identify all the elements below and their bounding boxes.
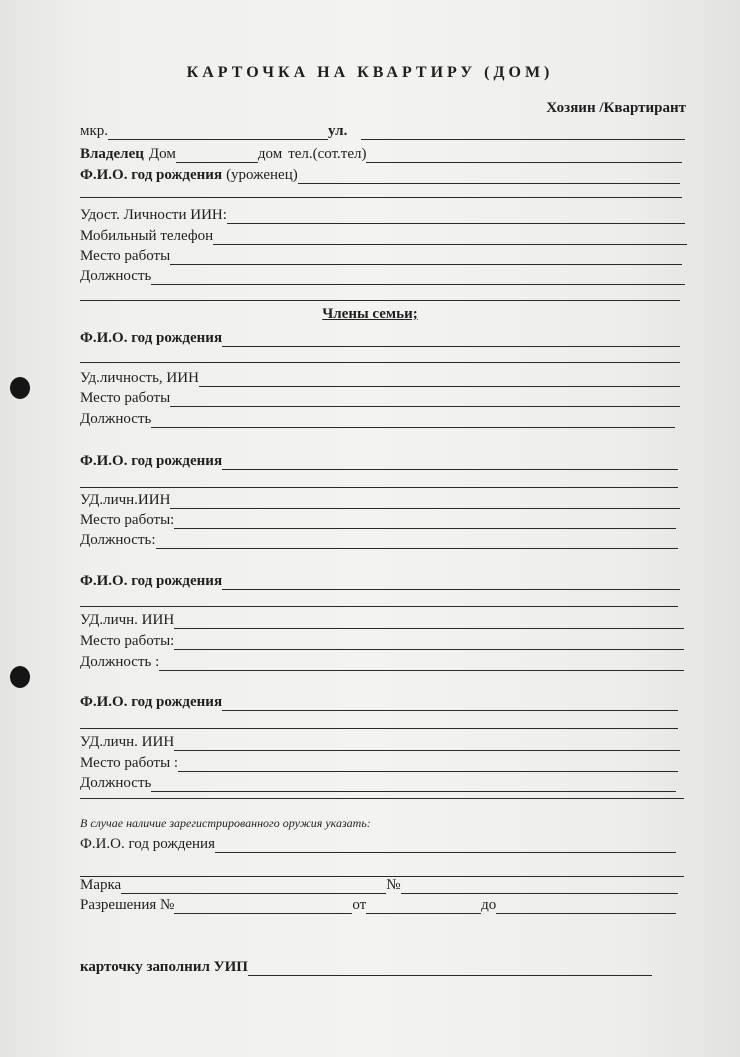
house-field[interactable]: [176, 147, 258, 163]
member-4-work-field[interactable]: [178, 756, 678, 772]
member-2-id-label: УД.личн.ИИН: [80, 492, 171, 508]
member-1-work-field[interactable]: [170, 391, 680, 407]
member-1-position-label: Должность: [80, 411, 152, 427]
member-1-id-row: [80, 367, 680, 387]
member-4-extra-line-2[interactable]: [80, 798, 684, 799]
number-field[interactable]: [401, 878, 678, 894]
member-3-fio-label: Ф.И.О. год рождения: [80, 573, 223, 589]
owner-position-label: Должность: [80, 268, 152, 284]
family-heading: Члены семьи;: [322, 306, 418, 322]
mkr-label: мкр.: [80, 123, 109, 139]
street-field[interactable]: [361, 124, 685, 140]
member-1-position-row: [80, 408, 675, 428]
member-3-id-field[interactable]: [174, 613, 684, 629]
house2-label: дом: [257, 146, 283, 162]
owner-work-row: [80, 245, 682, 265]
owner-fio-row: [80, 164, 680, 184]
number-label: №: [386, 877, 401, 893]
permit-field[interactable]: [174, 898, 352, 914]
street-label: ул.: [328, 123, 348, 139]
owner-fio-label: Ф.И.О. год рождения: [80, 167, 223, 183]
member-2-position-label: Должность:: [80, 532, 156, 548]
brand-label: Марка: [80, 877, 122, 893]
member-3-work-label: Место работы:: [80, 633, 175, 649]
from-label: от: [352, 897, 367, 913]
weapon-note: В случае наличие зарегистрированного оружия указать:: [80, 816, 371, 830]
member-3-fio-field[interactable]: [222, 574, 680, 590]
member-3-id-row: [80, 609, 684, 629]
member-3-position-row: [80, 651, 684, 671]
member-3-position-field[interactable]: [159, 655, 684, 671]
owner-type-label: Хозяин /Квартирант: [546, 100, 686, 116]
permit-label: Разрешения №: [80, 897, 175, 913]
member-1-work-label: Место работы: [80, 390, 171, 406]
binder-hole-top: [10, 377, 30, 399]
member-2-extra-line[interactable]: [80, 487, 678, 488]
member-1-id-field[interactable]: [199, 371, 680, 387]
member-3-extra-line[interactable]: [80, 606, 678, 607]
member-4-position-field[interactable]: [151, 776, 676, 792]
member-4-position-row: [80, 772, 676, 792]
member-1-id-label: Уд.личность, ИИН: [80, 370, 199, 386]
member-4-id-label: УД.личн. ИИН: [80, 734, 175, 750]
phone-label: тел.(сот.тел): [288, 146, 367, 162]
phone-field[interactable]: [366, 147, 682, 163]
from-field[interactable]: [366, 898, 481, 914]
owner-origin-label: (уроженец): [226, 167, 298, 183]
member-1-fio-field[interactable]: [222, 331, 680, 347]
brand-field[interactable]: [121, 878, 386, 894]
member-3-position-label: Должность :: [80, 654, 160, 670]
owner-fio-extra-line[interactable]: [80, 197, 682, 198]
member-2-fio-row: [80, 450, 678, 470]
member-2-position-field[interactable]: [156, 533, 678, 549]
filled-by-field[interactable]: [248, 960, 652, 976]
member-2-work-label: Место работы:: [80, 512, 175, 528]
member-1-fio-row: [80, 327, 680, 347]
member-2-work-row: [80, 509, 676, 529]
member-3-id-label: УД.личн. ИИН: [80, 612, 175, 628]
member-4-fio-label: Ф.И.О. год рождения: [80, 694, 223, 710]
owner-id-field[interactable]: [227, 208, 685, 224]
owner-mobile-label: Мобильный телефон: [80, 228, 214, 244]
filled-by-row: [80, 956, 652, 976]
owner-mobile-row: [80, 225, 687, 245]
member-4-extra-line[interactable]: [80, 728, 678, 729]
owner-work-label: Место работы: [80, 248, 171, 264]
owner-id-label: Удост. Личности ИИН:: [80, 207, 227, 223]
weapon-fio-field[interactable]: [215, 837, 676, 853]
mkr-field[interactable]: [108, 124, 328, 140]
owner-fio-field[interactable]: [298, 168, 680, 184]
owner-row: [80, 143, 682, 163]
member-4-position-label: Должность: [80, 775, 152, 791]
to-label: до: [481, 897, 497, 913]
weapon-fio-row: [80, 833, 676, 853]
member-2-work-field[interactable]: [174, 513, 676, 529]
member-1-extra-line[interactable]: [80, 362, 680, 363]
member-4-fio-row: [80, 691, 678, 711]
owner-id-row: [80, 204, 685, 224]
permit-row: [80, 894, 676, 914]
owner-work-field[interactable]: [170, 249, 682, 265]
member-2-id-row: [80, 489, 680, 509]
member-2-position-row: [80, 529, 678, 549]
member-4-id-field[interactable]: [174, 735, 680, 751]
weapon-brand-row: [80, 874, 678, 894]
to-field[interactable]: [496, 898, 676, 914]
filled-by-label: карточку заполнил УИП: [80, 959, 248, 975]
member-1-work-row: [80, 387, 680, 407]
member-4-work-label: Место работы :: [80, 755, 179, 771]
address-row: [80, 120, 685, 140]
weapon-fio-label: Ф.И.О. год рождения: [80, 836, 215, 852]
member-2-fio-field[interactable]: [222, 454, 678, 470]
owner-mobile-field[interactable]: [213, 229, 687, 245]
member-1-fio-label: Ф.И.О. год рождения: [80, 330, 223, 346]
owner-position-extra-line[interactable]: [80, 300, 680, 301]
member-2-fio-label: Ф.И.О. год рождения: [80, 453, 223, 469]
member-3-work-row: [80, 630, 684, 650]
card-title: КАРТОЧКА НА КВАРТИРУ (ДОМ): [186, 64, 554, 81]
member-4-fio-field[interactable]: [222, 695, 678, 711]
house-label: Дом: [148, 146, 176, 162]
member-1-position-field[interactable]: [151, 412, 675, 428]
owner-label: Владелец: [80, 146, 144, 162]
member-2-id-field[interactable]: [170, 493, 680, 509]
member-4-id-row: [80, 731, 680, 751]
member-3-work-field[interactable]: [174, 634, 684, 650]
member-4-work-row: [80, 752, 678, 772]
owner-position-field[interactable]: [151, 269, 685, 285]
member-3-fio-row: [80, 570, 680, 590]
owner-position-row: [80, 265, 685, 285]
binder-hole-bottom: [10, 666, 30, 688]
